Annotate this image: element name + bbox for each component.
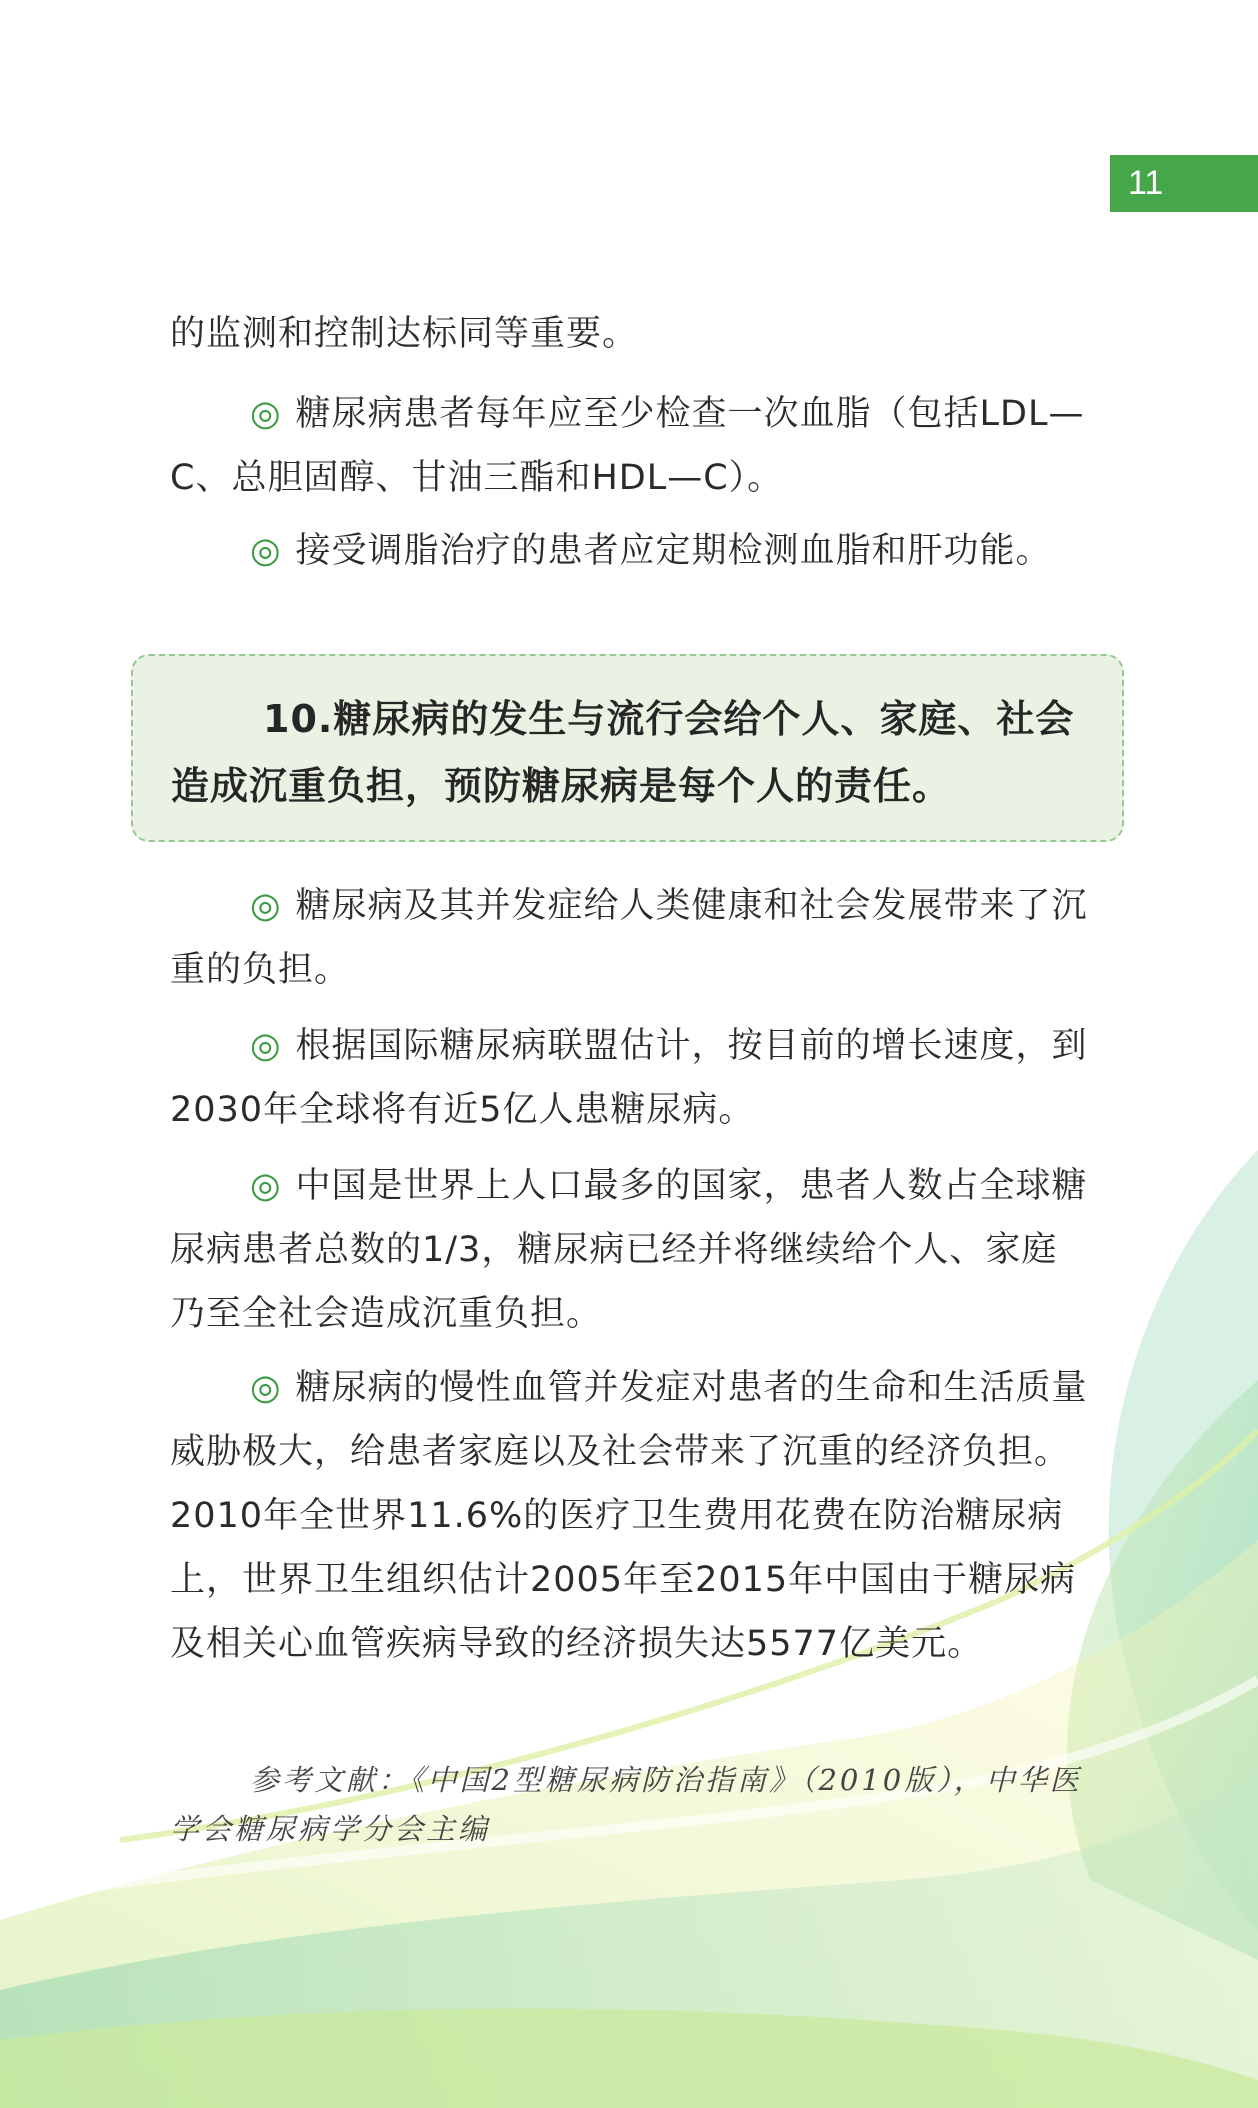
bullet-circle-icon: ◎ — [250, 1166, 282, 1206]
reference-note: 参考文献：《中国2型糖尿病防治指南》（2010版），中华医学会糖尿病学分会主编 — [170, 1763, 1082, 1846]
list-item-text: 中国是世界上人口最多的国家，患者人数占全球糖尿病患者总数的1/3，糖尿病已经并将继续给个人、家庭乃至全社会造成沉重负担。 — [170, 1166, 1088, 1334]
bullet-circle-icon: ◎ — [250, 886, 282, 926]
lipid-item-1 — [170, 382, 1090, 510]
burden-item-4 — [170, 1356, 1090, 1676]
bullet-circle-icon: ◎ — [250, 394, 282, 434]
burden-item-1 — [170, 874, 1090, 1002]
section-heading-box — [131, 654, 1124, 842]
list-item-text: 糖尿病及其并发症给人类健康和社会发展带来了沉重的负担。 — [170, 886, 1088, 990]
page-number-tab: 11 — [1110, 155, 1258, 212]
lipid-item-2 — [170, 519, 1090, 583]
bullet-circle-icon: ◎ — [250, 1368, 282, 1408]
list-item-text: 根据国际糖尿病联盟估计，按目前的增长速度，到2030年全球将有近5亿人患糖尿病。 — [170, 1026, 1088, 1130]
list-item-text: 糖尿病患者每年应至少检查一次血脂（包括LDL—C、总胆固醇、甘油三酯和HDL—C）。 — [170, 394, 1085, 498]
section-heading: 10.糖尿病的发生与流行会给个人、家庭、社会造成沉重负担，预防糖尿病是每个人的责任。 — [171, 697, 1075, 808]
intro-paragraph: 的监测和控制达标同等重要。 — [170, 314, 639, 354]
list-item-text: 糖尿病的慢性血管并发症对患者的生命和生活质量威胁极大，给患者家庭以及社会带来了沉重的经济负担。2010年全世界11.6%的医疗卫生费用花费在防治糖尿病上，世界卫生组织估计2005年至2015年中国由于糖尿病及相关心血管疾病导致的经济损失达5577亿美元。 — [170, 1368, 1088, 1664]
bullet-circle-icon: ◎ — [250, 531, 282, 571]
burden-item-3 — [170, 1154, 1090, 1346]
burden-item-2 — [170, 1014, 1090, 1142]
bullet-circle-icon: ◎ — [250, 1026, 282, 1066]
list-item-text: 接受调脂治疗的患者应定期检测血脂和肝功能。 — [295, 531, 1052, 571]
